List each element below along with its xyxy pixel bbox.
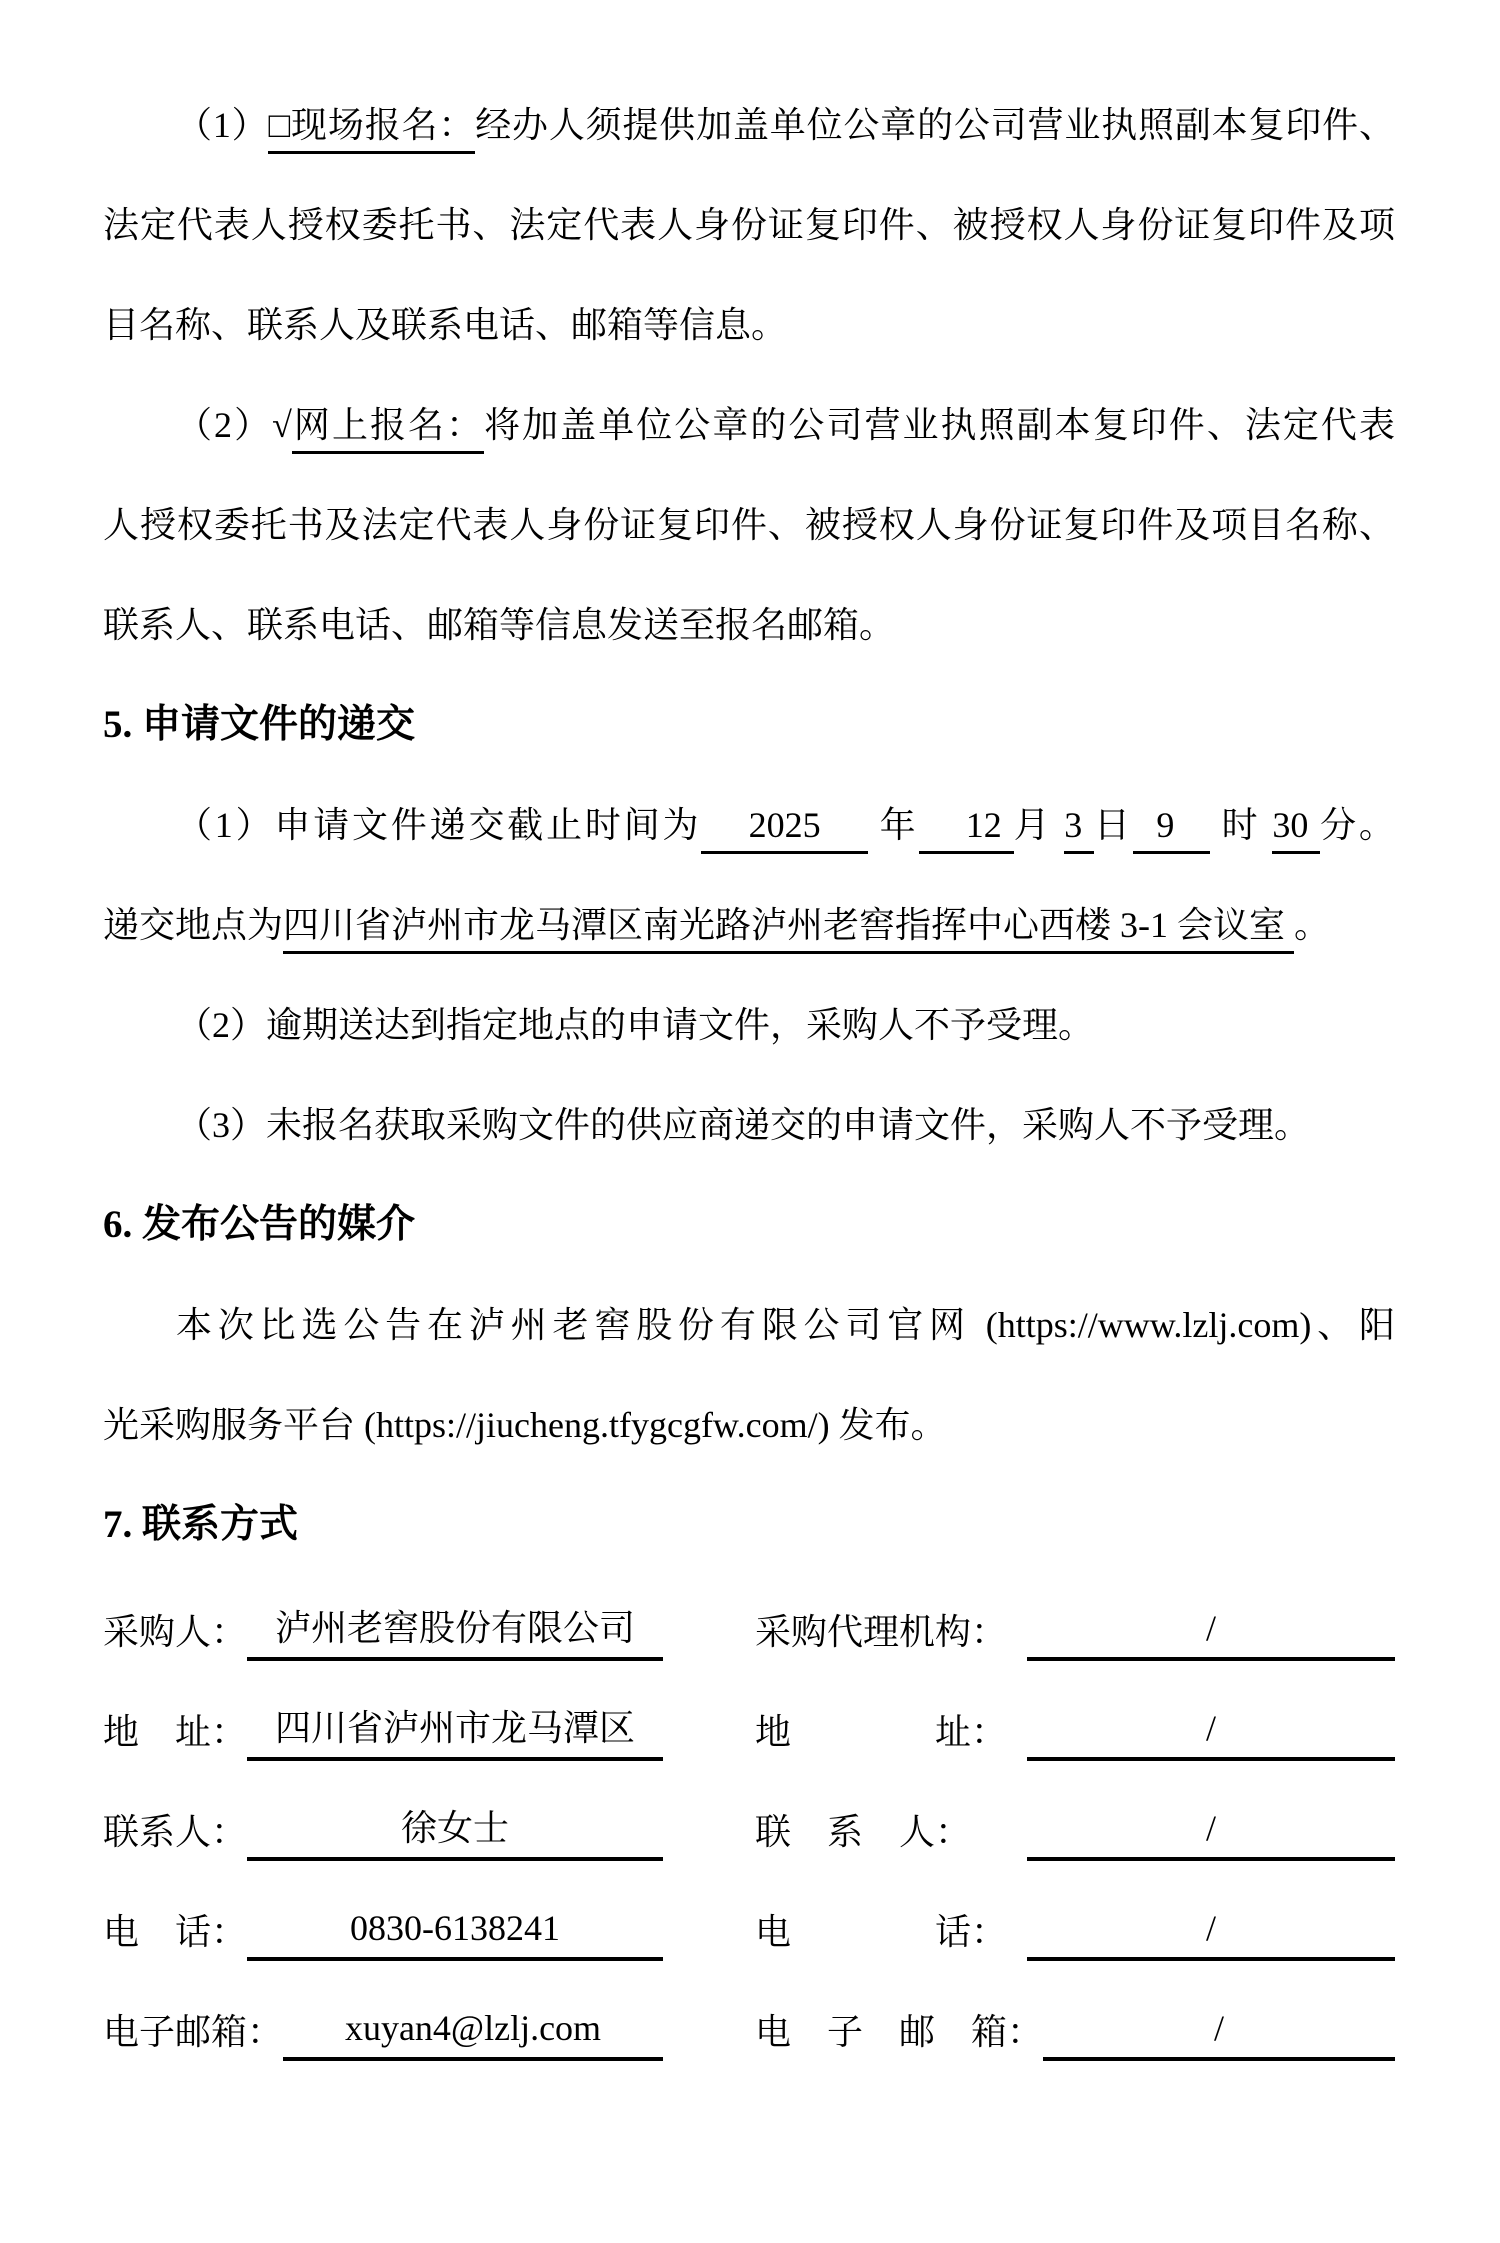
text-segment: 目名称、联系人及联系电话、邮箱等信息。 <box>103 305 788 345</box>
contact-value-blank: 0830-6138241 <box>247 1909 663 1961</box>
contact-cell-right <box>755 1975 1395 2075</box>
contact-label: 联系人： <box>103 1812 248 1853</box>
text-segment: 联系人、联系电话、邮箱等信息发送至报名邮箱。 <box>103 605 896 645</box>
contact-value-blank: / <box>1027 1709 1395 1761</box>
document-line <box>103 1375 1395 1475</box>
section-heading <box>103 675 1395 775</box>
document-line <box>103 975 1395 1075</box>
text-segment: （2）逾期送达到指定地点的申请文件，采购人不予受理。 <box>176 1005 1095 1045</box>
contact-row <box>103 1675 1395 1775</box>
contact-cell-right <box>755 1875 1395 1975</box>
contact-value-blank: / <box>1027 1609 1395 1661</box>
contact-cell-right <box>755 1675 1395 1775</box>
underlined-blank-text: 2025 <box>701 805 868 854</box>
contact-label: 地 址： <box>755 1712 1008 1753</box>
contact-value-blank: / <box>1027 1909 1395 1961</box>
contact-label: 采购代理机构： <box>755 1612 1008 1653</box>
text-segment: （1）申请文件递交截止时间为 <box>176 805 702 845</box>
section-heading <box>103 1175 1395 1275</box>
underlined-blank-text: 30 <box>1272 805 1320 854</box>
underlined-blank-text: □现场报名： <box>268 105 475 154</box>
contact-cell-left <box>103 1975 663 2075</box>
text-segment: （2）√ <box>176 405 292 445</box>
contact-label: 联 系 人： <box>755 1812 972 1853</box>
underlined-blank-text: 3 <box>1064 805 1094 854</box>
text-segment: 。 <box>1294 905 1331 945</box>
underlined-blank-text: 9 <box>1133 805 1210 854</box>
text-segment: 分。 <box>1320 805 1395 845</box>
contact-label: 电子邮箱： <box>103 2012 284 2053</box>
contact-value-blank: / <box>1043 2009 1395 2061</box>
contact-row <box>103 1975 1395 2075</box>
contact-value-blank: xuyan4@lzlj.com <box>283 2009 663 2061</box>
contact-row <box>103 1775 1395 1875</box>
document-line <box>103 1275 1395 1375</box>
contact-cell-left <box>103 1875 663 1975</box>
contact-value-blank: / <box>1027 1809 1395 1861</box>
document-line <box>103 575 1395 675</box>
text-segment: 将加盖单位公章的公司营业执照副本复印件、法定代表 <box>484 405 1395 445</box>
contact-cell-right <box>755 1775 1395 1875</box>
document-line <box>103 175 1395 275</box>
section-heading <box>103 1475 1395 1575</box>
document-line <box>103 775 1395 875</box>
document-line <box>103 475 1395 575</box>
document-line <box>103 275 1395 375</box>
text-segment: 年 <box>867 805 919 845</box>
text-segment: 光采购服务平台 (https://jiucheng.tfygcgfw.com/) 发布。 <box>103 1405 947 1445</box>
text-segment: 法定代表人授权委托书、法定代表人身份证复印件、被授权人身份证复印件及项 <box>103 205 1395 245</box>
contact-value-blank: 泸州老窖股份有限公司 <box>247 1609 663 1661</box>
text-segment: （3）未报名获取采购文件的供应商递交的申请文件，采购人不予受理。 <box>176 1105 1311 1145</box>
text-segment: 月 <box>1013 805 1065 845</box>
contact-label: 采购人： <box>103 1612 248 1653</box>
contact-value-blank: 徐女士 <box>247 1809 663 1861</box>
text-segment: 日 <box>1094 805 1133 845</box>
text-segment: （1） <box>176 105 269 145</box>
underlined-blank-text: 网上报名： <box>292 405 484 454</box>
underlined-blank-text: 四川省泸州市龙马潭区南光路泸州老窖指挥中心西楼 3-1 会议室 <box>283 905 1294 954</box>
text-segment: 时 <box>1209 805 1273 845</box>
text-segment: 经办人须提供加盖单位公章的公司营业执照副本复印件、 <box>475 105 1395 145</box>
contact-label: 地 址： <box>103 1712 248 1753</box>
contact-cell-left <box>103 1775 663 1875</box>
contact-row <box>103 1875 1395 1975</box>
text-segment: 人授权委托书及法定代表人身份证复印件、被授权人身份证复印件及项目名称、 <box>103 505 1395 545</box>
contact-label: 电 话： <box>755 1912 1008 1953</box>
document-line <box>103 1075 1395 1175</box>
contact-cell-right <box>755 1575 1395 1675</box>
contact-value-blank: 四川省泸州市龙马潭区 <box>247 1709 663 1761</box>
contact-label: 电 子 邮 箱： <box>755 2012 1044 2053</box>
underlined-blank-text: 12 <box>919 805 1014 854</box>
text-segment: 递交地点为 <box>103 905 284 945</box>
text-segment: 6. 发布公告的媒介 <box>103 1203 416 1246</box>
document-line <box>103 875 1395 975</box>
contact-label: 电 话： <box>103 1912 248 1953</box>
text-segment: 5. 申请文件的递交 <box>103 703 416 746</box>
document-line <box>103 375 1395 475</box>
text-segment: 7. 联系方式 <box>103 1503 299 1546</box>
text-segment: 本次比选公告在泸州老窖股份有限公司官网 (https://www.lzlj.com)、阳 <box>176 1305 1395 1345</box>
contact-row <box>103 1575 1395 1675</box>
document-line <box>103 75 1395 175</box>
contact-cell-left <box>103 1675 663 1775</box>
contact-cell-left <box>103 1575 663 1675</box>
